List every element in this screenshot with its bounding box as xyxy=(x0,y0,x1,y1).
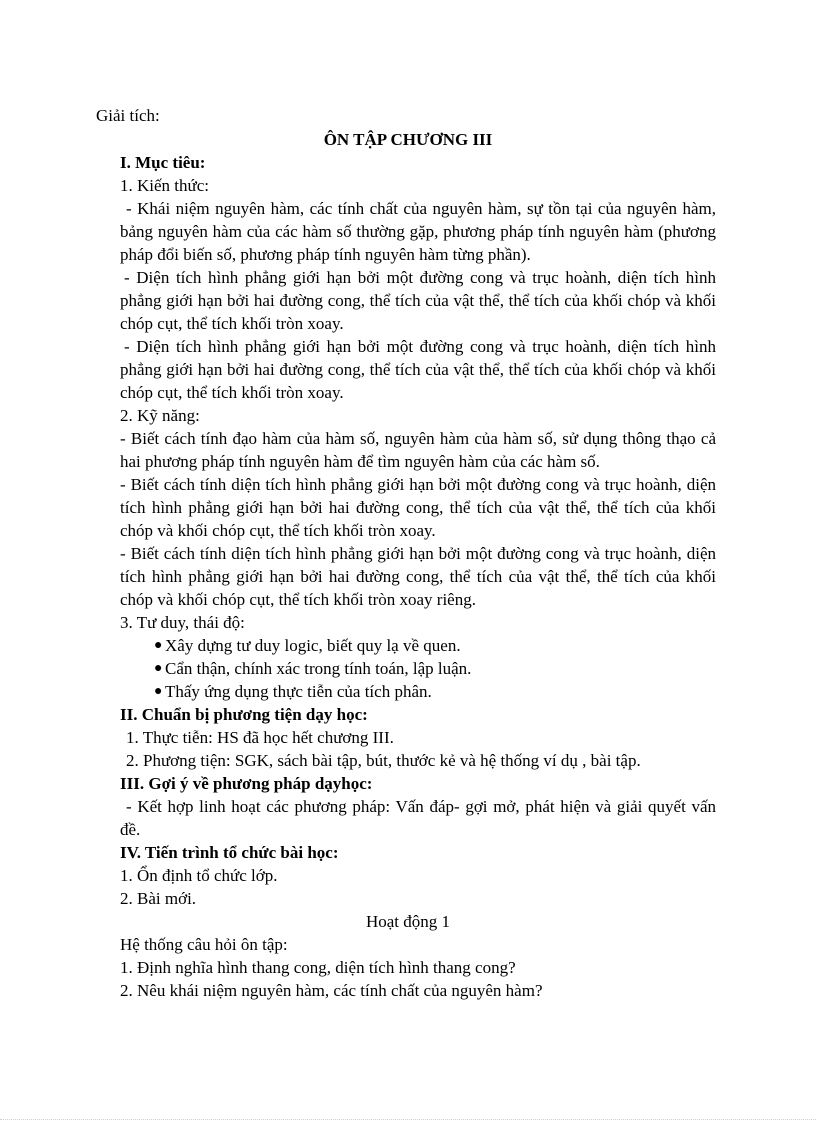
knowledge-item: - Khái niệm nguyên hàm, các tính chất của nguyên hàm, sự tồn tại của nguyên hàm, bảng nguyên hàm của các hàm số thường gặp, phương pháp tính nguyên hàm (phương pháp đổi biến số, phương pháp tính nguyên hàm từng phần). xyxy=(120,199,716,264)
knowledge-item: - Diện tích hình phẳng giới hạn bởi một đường cong và trục hoành, diện tích hình phẳng giới hạn bởi hai đường cong, thể tích của vật thể, thể tích của khối chóp và khối chóp cụt, thể tích khối tròn xoay. xyxy=(120,337,716,402)
skills-item: - Biết cách tính diện tích hình phẳng giới hạn bởi một đường cong và trục hoành, diện tích hình phẳng giới hạn bởi hai đường cong, thể tích của vật thể, thể tích của khối chóp và khối chóp cụt, thể tích khối tròn xoay riêng. xyxy=(120,544,716,609)
bullet-icon: ● xyxy=(154,638,163,653)
process-item: 2. Bài mới. xyxy=(120,889,197,908)
document-title: ÔN TẬP CHƯƠNG III xyxy=(323,130,493,149)
method-item: - Kết hợp linh hoạt các phương pháp: Vấn đáp- gợi mở, phát hiện và giải quyết vấn đề. xyxy=(120,797,716,839)
page-bottom-divider xyxy=(0,1119,816,1120)
skills-item: - Biết cách tính diện tích hình phẳng giới hạn bởi một đường cong và trục hoành, diện tích hình phẳng giới hạn bởi hai đường cong, thể tích của vật thể, thể tích của khối chóp và khối chóp cụt, thể tích khối tròn xoay. xyxy=(120,475,716,540)
list-item: ● Cẩn thận, chính xác trong tính toán, lập luận. xyxy=(154,659,472,678)
section-preparation-heading: II. Chuẩn bị phương tiện dạy học: xyxy=(120,705,368,724)
activity-heading: Hoạt động 1 xyxy=(365,912,451,931)
questions-heading: Hệ thống câu hỏi ôn tập: xyxy=(120,935,288,954)
knowledge-heading: 1. Kiến thức: xyxy=(120,176,210,195)
skills-item: - Biết cách tính đạo hàm của hàm số, nguyên hàm của hàm số, sử dụng thông thạo cả hai phương pháp tính nguyên hàm để tìm nguyên hàm của các hàm số. xyxy=(120,429,716,471)
bullet-icon: ● xyxy=(154,661,163,676)
attitude-heading: 3. Tư duy, thái độ: xyxy=(120,613,245,632)
attitude-list xyxy=(96,634,720,703)
preparation-item: 2. Phương tiện: SGK, sách bài tập, bút, thước kẻ và hệ thống ví dụ , bài tập. xyxy=(126,751,641,770)
question-item: 1. Định nghĩa hình thang cong, diện tích hình thang cong? xyxy=(120,958,516,977)
section-method-heading: III. Gợi ý về phương pháp dạyhọc: xyxy=(120,774,373,793)
list-item: ● Xây dựng tư duy logic, biết quy lạ về quen. xyxy=(154,636,461,655)
list-item: ● Thấy ứng dụng thực tiễn của tích phân. xyxy=(154,682,432,701)
knowledge-item: - Diện tích hình phẳng giới hạn bởi một đường cong và trục hoành, diện tích hình phẳng giới hạn bởi hai đường cong, thể tích của vật thể, thể tích của khối chóp và khối chóp cụt, thể tích khối tròn xoay. xyxy=(120,268,716,333)
subject-label: Giải tích: xyxy=(96,106,160,125)
skills-heading: 2. Kỹ năng: xyxy=(120,406,200,425)
preparation-item: 1. Thực tiễn: HS đã học hết chương III. xyxy=(126,728,394,747)
bullet-icon: ● xyxy=(154,684,163,699)
section-process-heading: IV. Tiến trình tổ chức bài học: xyxy=(120,843,339,862)
section-objectives-heading: I. Mục tiêu: xyxy=(120,153,206,172)
question-item: 2. Nêu khái niệm nguyên hàm, các tính chất của nguyên hàm? xyxy=(120,981,543,1000)
process-item: 1. Ổn định tổ chức lớp. xyxy=(120,866,278,885)
